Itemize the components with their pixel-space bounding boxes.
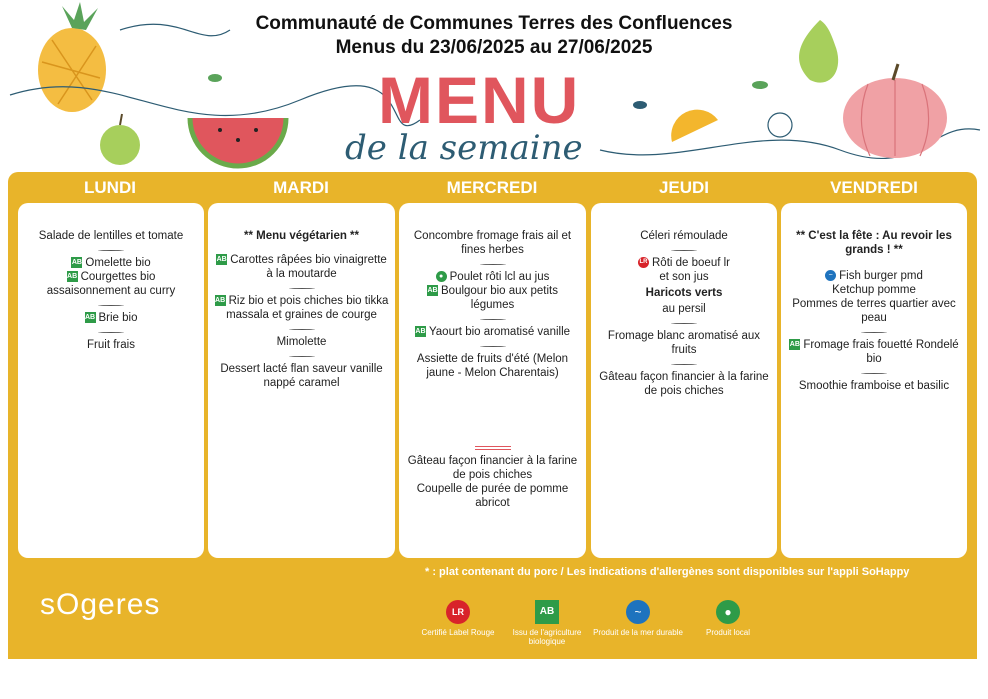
dish: Salade de lentilles et tomate [38, 230, 184, 242]
bio-label-icon: AB [84, 314, 96, 322]
separator [480, 345, 506, 347]
dish: AB Yaourt bio aromatisé vanille [415, 326, 571, 338]
local-product-icon: ● [436, 271, 447, 282]
dish: AB Fromage frais fouetté Rondelé bio [789, 339, 959, 365]
label-rouge-icon: LR [638, 257, 649, 268]
legend-sustainable-seafood: ~ Produit de la mer durable [593, 600, 683, 637]
menu-dates: Menus du 23/06/2025 au 27/06/2025 [335, 37, 653, 58]
legend-bio: AB Issu de l'agriculture biologique [502, 600, 592, 646]
day-column-jeudi [591, 203, 777, 558]
day-title-mercredi: MERCREDI [446, 178, 538, 197]
day-column-mardi [208, 203, 395, 558]
footnote: * : plat contenant du porc / Les indications d'allergènes sont disponibles sur l'appli SoHappy [425, 566, 910, 578]
separator [861, 331, 887, 333]
separator [98, 249, 124, 251]
dish: Pommes de terres quartier avec peau [792, 298, 956, 324]
separator [671, 322, 697, 324]
menu-theme: ** Menu végétarien ** [243, 230, 360, 242]
dish: ● Poulet rôti lcl au jus [405, 270, 580, 284]
dish: Gâteau façon financier à la farine de pois chiches [599, 371, 769, 397]
legend-label-rouge: LR Certifié Label Rouge [413, 600, 503, 637]
dish: AB Riz bio et pois chiches bio tikka massala et graines de courge [215, 295, 389, 321]
sustainable-seafood-icon: ~ [825, 270, 836, 281]
bio-label-icon: AB [216, 256, 227, 264]
day-title-jeudi: JEUDI [658, 178, 710, 197]
dish: Assiette de fruits d'été (Melon jaune - Melon Charentais) [416, 353, 569, 379]
separator [861, 372, 887, 374]
separator [671, 249, 697, 251]
dish: Ketchup pomme [832, 284, 916, 296]
dish: Mimolette [276, 336, 327, 348]
bio-label-icon: AB [789, 341, 800, 349]
separator [480, 263, 506, 265]
bio-label-icon: AB [67, 273, 78, 281]
day-title-vendredi: VENDREDI [830, 178, 918, 197]
dish: AB Omelette bio [71, 257, 151, 269]
separator [289, 355, 315, 357]
dish: Haricots verts [645, 287, 723, 299]
separator [289, 328, 315, 330]
bio-label-icon: AB [415, 328, 426, 336]
dish: Smoothie framboise et basilic [798, 380, 950, 392]
menu-subtitle: de la semaine [345, 128, 583, 168]
dish: LR Rôti de boeuf lr [639, 257, 730, 269]
menu-theme: ** C'est la fête : Au revoir les grands ! ** [796, 230, 952, 256]
separator [671, 363, 697, 365]
dish: AB Brie bio [84, 312, 138, 324]
dish: au persil [662, 303, 706, 315]
dish: AB Boulgour bio aux petits légumes [427, 285, 558, 311]
dish: Fruit frais [87, 339, 135, 351]
day-title-lundi: LUNDI [84, 178, 136, 197]
dish: Dessert lacté flan saveur vanille nappé caramel [220, 363, 383, 389]
sogeres-logo: sOgeres [40, 588, 161, 621]
alternative-divider [475, 446, 511, 450]
dish: Céleri rémoulade [640, 230, 728, 242]
sustainable-seafood-icon: ~ [626, 600, 650, 624]
separator [98, 304, 124, 306]
bio-label-icon: AB [71, 259, 82, 267]
legend-local-product: ● Produit local [683, 600, 773, 637]
separator [98, 331, 124, 333]
dish: Concombre fromage frais ail et fines herbes [413, 230, 572, 256]
day-column-vendredi [781, 203, 967, 558]
local-product-icon: ● [716, 600, 740, 624]
label-rouge-icon: LR [446, 600, 470, 624]
dish: et son jus [659, 271, 709, 283]
separator [480, 318, 506, 320]
separator [289, 287, 315, 289]
header [0, 0, 988, 175]
bio-label-icon: AB [215, 297, 226, 305]
dish: Fromage blanc aromatisé aux fruits [607, 330, 761, 356]
organisation-name: Communauté de Communes Terres des Confluences [255, 13, 733, 34]
dish: AB Courgettes bio assaisonnement au curry [46, 271, 176, 297]
day-column-lundi [18, 203, 204, 558]
bio-label-icon: AB [427, 287, 438, 295]
dish: ~ Fish burger pmd [787, 269, 961, 283]
dish: Gâteau façon financier à la farine de pois chiches [407, 455, 578, 481]
dish: Coupelle de purée de pomme abricot [416, 483, 569, 509]
day-column-mercredi [399, 203, 586, 558]
dish: AB Carottes râpées bio vinaigrette à la moutarde [216, 254, 387, 280]
menu-title: MENU [378, 63, 581, 137]
day-title-mardi: MARDI [273, 178, 329, 197]
bio-label-icon: AB [535, 600, 559, 624]
